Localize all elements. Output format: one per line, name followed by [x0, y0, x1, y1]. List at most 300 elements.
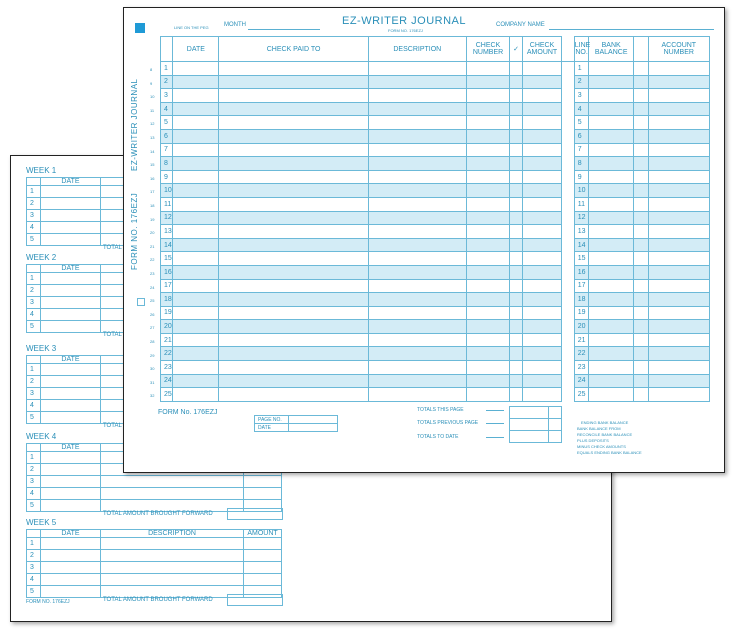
description-cell[interactable]: [368, 170, 466, 184]
date-cell[interactable]: [173, 388, 219, 402]
bank-balance-cell[interactable]: [589, 293, 634, 307]
account-number-cell[interactable]: [648, 197, 709, 211]
week-date-cell[interactable]: [41, 273, 101, 285]
punch-checkbox[interactable]: [137, 298, 145, 306]
check-amount-cell[interactable]: [522, 333, 562, 347]
bank-balance-cents-cell[interactable]: [634, 225, 649, 239]
check-mark-cell[interactable]: [510, 170, 522, 184]
bank-balance-cell[interactable]: [589, 157, 634, 171]
check-mark-cell[interactable]: [510, 388, 522, 402]
bank-balance-cell[interactable]: [589, 225, 634, 239]
week-total-box[interactable]: [227, 594, 283, 606]
check-mark-cell[interactable]: [510, 89, 522, 103]
account-number-cell[interactable]: [648, 225, 709, 239]
check-mark-cell[interactable]: [510, 62, 522, 76]
week-description-cell[interactable]: [101, 500, 244, 512]
date-cell[interactable]: [173, 211, 219, 225]
description-cell[interactable]: [368, 102, 466, 116]
account-number-cell[interactable]: [648, 306, 709, 320]
week-date-cell[interactable]: [41, 285, 101, 297]
totals-amount-cell[interactable]: [510, 407, 549, 419]
account-number-cell[interactable]: [648, 347, 709, 361]
check-mark-cell[interactable]: [510, 211, 522, 225]
check-amount-cell[interactable]: [522, 238, 562, 252]
week-date-cell[interactable]: [41, 574, 101, 586]
bank-balance-cents-cell[interactable]: [634, 333, 649, 347]
description-cell[interactable]: [368, 116, 466, 130]
check-paid-to-cell[interactable]: [219, 279, 369, 293]
description-cell[interactable]: [368, 388, 466, 402]
account-number-cell[interactable]: [648, 62, 709, 76]
totals-row: [510, 407, 562, 419]
date-cell[interactable]: [173, 279, 219, 293]
check-paid-to-cell[interactable]: [219, 347, 369, 361]
bank-balance-cell[interactable]: [589, 361, 634, 375]
week-date-cell[interactable]: [41, 500, 101, 512]
date-cell[interactable]: [173, 347, 219, 361]
check-amount-cell[interactable]: [522, 129, 562, 143]
date-cell[interactable]: [173, 129, 219, 143]
bank-balance-cents-cell[interactable]: [634, 293, 649, 307]
bank-balance-cents-cell[interactable]: [634, 374, 649, 388]
bank-balance-cell[interactable]: [589, 238, 634, 252]
week-row-number: 5: [27, 586, 41, 598]
spacer-cell: [562, 320, 574, 334]
totals-amount-cell[interactable]: [510, 431, 549, 443]
check-paid-to-cell[interactable]: [219, 265, 369, 279]
check-amount-cell[interactable]: [522, 184, 562, 198]
description-cell[interactable]: [368, 211, 466, 225]
check-amount-cell[interactable]: [522, 361, 562, 375]
bank-balance-cents-cell[interactable]: [634, 129, 649, 143]
check-amount-cell[interactable]: [522, 347, 562, 361]
account-number-cell[interactable]: [648, 238, 709, 252]
week-date-cell[interactable]: [41, 412, 101, 424]
bank-balance-cell[interactable]: [589, 62, 634, 76]
check-amount-cell[interactable]: [522, 265, 562, 279]
check-number-cell[interactable]: [466, 238, 510, 252]
spacer-cell: [562, 184, 574, 198]
bank-balance-cents-cell[interactable]: [634, 320, 649, 334]
week-total-box[interactable]: [227, 508, 283, 520]
check-mark-cell[interactable]: [510, 184, 522, 198]
check-paid-to-cell[interactable]: [219, 306, 369, 320]
account-number-cell[interactable]: [648, 89, 709, 103]
journal-row: [161, 252, 710, 266]
bank-balance-cents-cell[interactable]: [634, 184, 649, 198]
check-number-cell[interactable]: [466, 347, 510, 361]
description-cell[interactable]: [368, 265, 466, 279]
week-date-cell[interactable]: [41, 452, 101, 464]
account-number-cell[interactable]: [648, 170, 709, 184]
bank-balance-cents-cell[interactable]: [634, 197, 649, 211]
check-number-cell[interactable]: [466, 388, 510, 402]
bank-balance-cell[interactable]: [589, 333, 634, 347]
bank-balance-cents-cell[interactable]: [634, 238, 649, 252]
check-mark-cell[interactable]: [510, 320, 522, 334]
check-mark-cell[interactable]: [510, 361, 522, 375]
description-cell[interactable]: [368, 197, 466, 211]
check-number-cell[interactable]: [466, 143, 510, 157]
check-paid-to-cell[interactable]: [219, 361, 369, 375]
check-paid-to-cell[interactable]: [219, 293, 369, 307]
description-cell[interactable]: [368, 252, 466, 266]
check-paid-to-cell[interactable]: [219, 320, 369, 334]
check-paid-to-cell[interactable]: [219, 197, 369, 211]
date-cell[interactable]: [173, 116, 219, 130]
week-date-cell[interactable]: [41, 222, 101, 234]
bank-balance-cents-cell[interactable]: [634, 170, 649, 184]
week-date-cell[interactable]: [41, 198, 101, 210]
week-date-cell[interactable]: [41, 538, 101, 550]
bank-balance-cents-cell[interactable]: [634, 89, 649, 103]
description-cell[interactable]: [368, 157, 466, 171]
check-number-cell[interactable]: [466, 116, 510, 130]
week-description-cell[interactable]: [101, 586, 244, 598]
check-number-cell[interactable]: [466, 129, 510, 143]
account-number-header: ACCOUNT NUMBER: [648, 37, 709, 62]
description-cell[interactable]: [368, 184, 466, 198]
check-mark-cell[interactable]: [510, 306, 522, 320]
check-amount-cell[interactable]: [522, 293, 562, 307]
check-number-cell[interactable]: [466, 374, 510, 388]
bank-balance-cell[interactable]: [589, 116, 634, 130]
description-cell[interactable]: [368, 279, 466, 293]
bank-balance-cell[interactable]: [589, 89, 634, 103]
check-number-cell[interactable]: [466, 333, 510, 347]
check-amount-cell[interactable]: [522, 75, 562, 89]
check-mark-cell[interactable]: [510, 197, 522, 211]
check-mark-cell[interactable]: [510, 75, 522, 89]
check-paid-to-cell[interactable]: [219, 333, 369, 347]
account-number-cell[interactable]: [648, 279, 709, 293]
date-cell[interactable]: [173, 320, 219, 334]
check-mark-cell[interactable]: [510, 102, 522, 116]
check-amount-cell[interactable]: [522, 170, 562, 184]
check-paid-to-cell[interactable]: [219, 143, 369, 157]
check-paid-to-cell[interactable]: [219, 170, 369, 184]
week-date-cell[interactable]: [41, 400, 101, 412]
bank-balance-cell[interactable]: [589, 279, 634, 293]
week-date-cell[interactable]: [41, 488, 101, 500]
check-amount-cell[interactable]: [522, 89, 562, 103]
week-description-cell[interactable]: [101, 574, 244, 586]
week-row: [27, 538, 282, 550]
check-mark-cell[interactable]: [510, 265, 522, 279]
account-number-cell[interactable]: [648, 374, 709, 388]
check-amount-cell[interactable]: [522, 211, 562, 225]
check-number-cell[interactable]: [466, 197, 510, 211]
bank-balance-cell[interactable]: [589, 347, 634, 361]
account-number-cell[interactable]: [648, 265, 709, 279]
check-number-cell[interactable]: [466, 279, 510, 293]
totals-cents-cell[interactable]: [549, 431, 562, 443]
week-description-cell[interactable]: [101, 538, 244, 550]
bank-balance-cell[interactable]: [589, 320, 634, 334]
description-cell[interactable]: [368, 75, 466, 89]
check-number-cell[interactable]: [466, 211, 510, 225]
ending-balance-line: EQUALS ENDING BANK BALANCE: [577, 450, 642, 455]
check-paid-to-cell[interactable]: [219, 116, 369, 130]
check-paid-to-cell[interactable]: [219, 157, 369, 171]
description-cell[interactable]: [368, 306, 466, 320]
check-mark-cell[interactable]: [510, 116, 522, 130]
description-cell[interactable]: [368, 129, 466, 143]
check-paid-to-cell[interactable]: [219, 225, 369, 239]
check-paid-to-cell[interactable]: [219, 102, 369, 116]
check-number-cell[interactable]: [466, 62, 510, 76]
bank-balance-cents-cell[interactable]: [634, 388, 649, 402]
description-cell[interactable]: [368, 62, 466, 76]
bank-balance-cents-cell[interactable]: [634, 347, 649, 361]
account-number-cell[interactable]: [648, 129, 709, 143]
check-amount-cell[interactable]: [522, 62, 562, 76]
date-cell[interactable]: [173, 306, 219, 320]
check-amount-cell[interactable]: [522, 388, 562, 402]
bank-balance-cell[interactable]: [589, 265, 634, 279]
check-amount-cell[interactable]: [522, 374, 562, 388]
check-amount-cell[interactable]: [522, 116, 562, 130]
check-amount-cell[interactable]: [522, 306, 562, 320]
header-cell: [161, 37, 173, 62]
week-amount-cell[interactable]: [244, 562, 282, 574]
week-date-cell[interactable]: [41, 309, 101, 321]
check-amount-cell[interactable]: [522, 225, 562, 239]
spacer-cell: [562, 170, 574, 184]
check-mark-cell[interactable]: [510, 225, 522, 239]
week-date-cell[interactable]: [41, 186, 101, 198]
week-description-cell[interactable]: [101, 488, 244, 500]
week-date-cell[interactable]: [41, 234, 101, 246]
description-cell[interactable]: [368, 238, 466, 252]
account-number-cell[interactable]: [648, 320, 709, 334]
date-cell[interactable]: [173, 238, 219, 252]
check-paid-to-cell[interactable]: [219, 238, 369, 252]
account-number-cell[interactable]: [648, 252, 709, 266]
date-cell[interactable]: [173, 143, 219, 157]
bank-balance-cents-cell[interactable]: [634, 279, 649, 293]
bank-balance-cell[interactable]: [589, 102, 634, 116]
check-amount-cell[interactable]: [522, 197, 562, 211]
check-mark-cell[interactable]: [510, 252, 522, 266]
date-cell[interactable]: [173, 184, 219, 198]
bank-balance-cents-cell[interactable]: [634, 143, 649, 157]
spacer-cell: [562, 116, 574, 130]
check-number-cell[interactable]: [466, 89, 510, 103]
check-number-cell[interactable]: [466, 320, 510, 334]
week-date-cell[interactable]: [41, 388, 101, 400]
bank-balance-cell[interactable]: [589, 211, 634, 225]
totals-arrow: [486, 410, 504, 411]
bank-balance-cents-cell[interactable]: [634, 265, 649, 279]
account-number-cell[interactable]: [648, 388, 709, 402]
check-mark-cell[interactable]: [510, 333, 522, 347]
description-cell[interactable]: [368, 320, 466, 334]
check-mark-cell[interactable]: [510, 279, 522, 293]
date-cell[interactable]: [173, 333, 219, 347]
check-paid-to-cell[interactable]: [219, 374, 369, 388]
date-cell[interactable]: [173, 62, 219, 76]
check-number-cell[interactable]: [466, 306, 510, 320]
week-amount-cell[interactable]: [244, 574, 282, 586]
corner-marker: [135, 23, 145, 33]
description-cell[interactable]: [368, 225, 466, 239]
totals-amount-cell[interactable]: [510, 419, 549, 431]
check-paid-to-cell[interactable]: [219, 184, 369, 198]
account-number-cell[interactable]: [648, 75, 709, 89]
check-amount-cell[interactable]: [522, 252, 562, 266]
page-number-field[interactable]: [289, 416, 338, 424]
week-date-cell[interactable]: [41, 321, 101, 333]
week-date-cell[interactable]: [41, 476, 101, 488]
date-cell[interactable]: [173, 170, 219, 184]
account-number-cell[interactable]: [648, 361, 709, 375]
check-mark-cell[interactable]: [510, 374, 522, 388]
bank-balance-cell[interactable]: [589, 306, 634, 320]
check-paid-to-cell[interactable]: [219, 388, 369, 402]
week-date-cell[interactable]: [41, 550, 101, 562]
company-name-line: [549, 29, 714, 30]
week-amount-cell[interactable]: [244, 476, 282, 488]
description-cell[interactable]: [368, 143, 466, 157]
week-date-cell[interactable]: [41, 376, 101, 388]
check-number-cell[interactable]: [466, 293, 510, 307]
check-mark-cell[interactable]: [510, 129, 522, 143]
check-paid-to-cell[interactable]: [219, 75, 369, 89]
bank-balance-cell[interactable]: [589, 129, 634, 143]
date-cell[interactable]: [173, 265, 219, 279]
week-date-cell[interactable]: [41, 210, 101, 222]
account-number-cell[interactable]: [648, 184, 709, 198]
check-paid-to-cell[interactable]: [219, 211, 369, 225]
week-amount-cell[interactable]: [244, 488, 282, 500]
week-amount-cell[interactable]: [244, 550, 282, 562]
date-cell[interactable]: [173, 361, 219, 375]
description-cell[interactable]: [368, 361, 466, 375]
check-amount-cell[interactable]: [522, 157, 562, 171]
bank-balance-cell[interactable]: [589, 388, 634, 402]
check-number-cell[interactable]: [466, 225, 510, 239]
bank-balance-cents-cell[interactable]: [634, 252, 649, 266]
description-cell[interactable]: [368, 347, 466, 361]
check-mark-cell[interactable]: [510, 157, 522, 171]
description-cell[interactable]: [368, 89, 466, 103]
check-number-cell[interactable]: [466, 75, 510, 89]
check-number-cell[interactable]: [466, 361, 510, 375]
week-description-cell[interactable]: [101, 550, 244, 562]
description-cell[interactable]: [368, 374, 466, 388]
account-number-cell[interactable]: [648, 143, 709, 157]
check-amount-cell[interactable]: [522, 320, 562, 334]
bank-balance-cents-cell[interactable]: [634, 75, 649, 89]
week-row-number: 1: [27, 273, 41, 285]
check-mark-cell[interactable]: [510, 347, 522, 361]
check-mark-cell[interactable]: [510, 293, 522, 307]
bank-balance-cents-cell[interactable]: [634, 62, 649, 76]
date-cell[interactable]: [173, 225, 219, 239]
date-cell[interactable]: [173, 157, 219, 171]
week-date-cell[interactable]: [41, 297, 101, 309]
date-cell[interactable]: [173, 374, 219, 388]
date-cell[interactable]: [173, 197, 219, 211]
check-number-cell[interactable]: [466, 102, 510, 116]
week-row-number: 1: [27, 186, 41, 198]
check-paid-to-cell[interactable]: [219, 89, 369, 103]
date-cell[interactable]: [173, 252, 219, 266]
row-number: 9: [161, 170, 173, 184]
description-cell[interactable]: [368, 293, 466, 307]
week-description-cell[interactable]: [101, 562, 244, 574]
account-number-cell[interactable]: [648, 116, 709, 130]
date-cell[interactable]: [173, 102, 219, 116]
totals-cents-cell[interactable]: [549, 419, 562, 431]
bank-balance-cents-cell[interactable]: [634, 157, 649, 171]
check-number-cell[interactable]: [466, 252, 510, 266]
bank-balance-cents-cell[interactable]: [634, 306, 649, 320]
bank-balance-cell[interactable]: [589, 143, 634, 157]
check-mark-cell[interactable]: [510, 238, 522, 252]
description-cell[interactable]: [368, 333, 466, 347]
date-field[interactable]: [289, 424, 338, 432]
check-number-cell[interactable]: [466, 157, 510, 171]
totals-cents-cell[interactable]: [549, 407, 562, 419]
bank-balance-cents-cell[interactable]: [634, 211, 649, 225]
date-cell[interactable]: [173, 293, 219, 307]
bank-balance-cents-cell[interactable]: [634, 102, 649, 116]
week-date-cell[interactable]: [41, 364, 101, 376]
bank-balance-cents-cell[interactable]: [634, 116, 649, 130]
bank-balance-cell[interactable]: [589, 197, 634, 211]
check-number-cell[interactable]: [466, 184, 510, 198]
week-date-cell[interactable]: [41, 464, 101, 476]
row-number: 25: [161, 388, 173, 402]
journal-row: [161, 116, 710, 130]
check-amount-cell[interactable]: [522, 143, 562, 157]
week-date-cell[interactable]: [41, 562, 101, 574]
check-mark-header: ✓: [510, 37, 522, 62]
bank-balance-cell[interactable]: [589, 184, 634, 198]
back-form-number: FORM NO. 176EZJ: [26, 599, 70, 605]
check-paid-to-cell[interactable]: [219, 129, 369, 143]
account-number-cell[interactable]: [648, 211, 709, 225]
check-number-header: CHECK NUMBER: [466, 37, 510, 62]
bank-balance-cell[interactable]: [589, 252, 634, 266]
check-amount-cell[interactable]: [522, 279, 562, 293]
check-paid-to-cell[interactable]: [219, 62, 369, 76]
bank-balance-cents-cell[interactable]: [634, 361, 649, 375]
bank-balance-cell[interactable]: [589, 75, 634, 89]
check-mark-cell[interactable]: [510, 143, 522, 157]
account-number-cell[interactable]: [648, 293, 709, 307]
account-number-cell[interactable]: [648, 157, 709, 171]
check-number-cell[interactable]: [466, 170, 510, 184]
journal-row: [161, 306, 710, 320]
week-amount-cell[interactable]: [244, 538, 282, 550]
bank-balance-cell[interactable]: [589, 374, 634, 388]
account-number-cell[interactable]: [648, 102, 709, 116]
date-cell[interactable]: [173, 89, 219, 103]
check-paid-to-cell[interactable]: [219, 252, 369, 266]
week-date-cell[interactable]: [41, 586, 101, 598]
date-cell[interactable]: [173, 75, 219, 89]
check-number-cell[interactable]: [466, 265, 510, 279]
spacer-cell: [562, 211, 574, 225]
check-amount-cell[interactable]: [522, 102, 562, 116]
bank-balance-cell[interactable]: [589, 170, 634, 184]
week-description-cell[interactable]: [101, 476, 244, 488]
account-number-cell[interactable]: [648, 333, 709, 347]
row-number: 7: [161, 143, 173, 157]
